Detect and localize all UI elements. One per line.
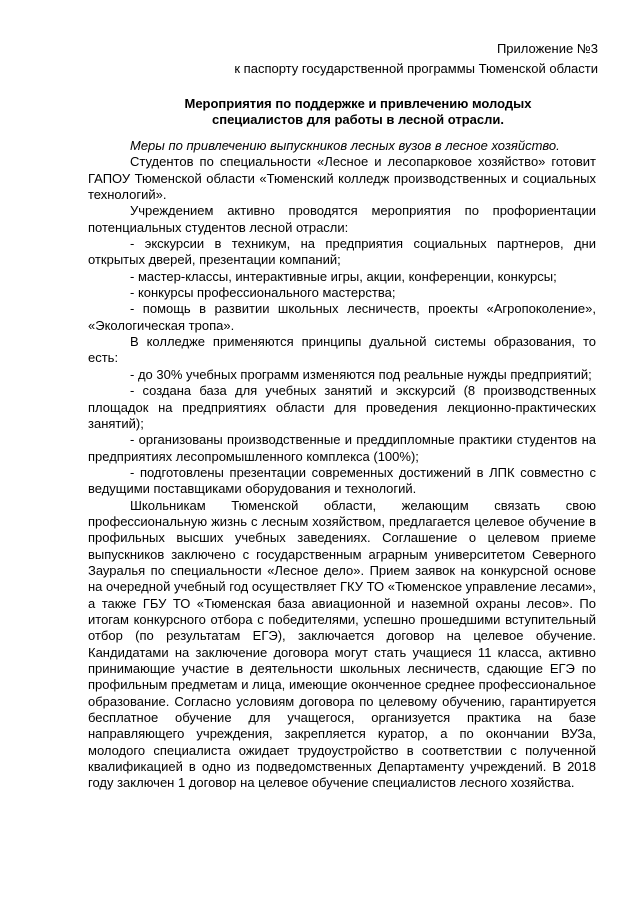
list-item: - мастер-классы, интерактивные игры, акции, конференции, конкурсы; bbox=[130, 268, 557, 284]
paragraph-dual-system: В колледже применяются принципы дуальной системы образования, то есть: bbox=[88, 334, 596, 366]
title-line-2: специалистов для работы в лесной отрасли. bbox=[212, 112, 504, 127]
document-body bbox=[88, 138, 596, 792]
list-item: - до 30% учебных программ изменяются под реальные нужды предприятий; bbox=[130, 366, 592, 382]
list-item: - организованы производственные и преддипломные практики студентов на предприятиях лесопромышленного комплекса (100%); bbox=[88, 432, 596, 464]
paragraph-targeted-training: Школьникам Тюменской области, желающим связать свою профессиональную жизнь с лесным хозяйством, предлагается целевое обучение в профильных высших учебных заведениях. Соглашение о целевом приеме выпускников заключено с государственным аграрным университетом Северного Зауралья по специальности «Лесное дело». Прием заявок на конкурсной основе на очередной учебный год осуществляет ГКУ ТО «Тюменское управление лесами», а также ГБУ ТО «Тюменская база авиационной и наземной охраны лесов». По итогам конкурсного отбора с победителями, успешно прошедшими вступительный отбор (по результатам ЕГЭ), заключается договор на целевое обучение. Кандидатами на заключение договора могут стать учащиеся 11 класса, активно принимающие участие в деятельности школьных лесничеств, сдающие ЕГЭ по профильным предметам и лица, имеющие оконченное среднее профессиональное образование. Согласно условиям договора по целевому обучению, гарантируется бесплатное обучение для учащегося, организуется практика на базе направляющего учреждения, закрепляется куратор, а по окончании ВУЗа, молодого специалиста ожидает трудоустройство в соответствии с полученной квалификацией в одно из подведомственных Департаменту учреждений. В 2018 году заключен 1 договор на целевое обучение специалистов лесного хозяйства. bbox=[88, 497, 596, 791]
annex-subtitle: к паспорту государственной программы Тюменской области bbox=[234, 61, 598, 76]
title-line-1: Мероприятия по поддержке и привлечению молодых bbox=[184, 96, 532, 111]
document-title bbox=[120, 96, 596, 128]
list-item: - экскурсии в техникум, на предприятия социальных партнеров, дни открытых дверей, презентации компаний; bbox=[88, 236, 596, 268]
list-item: - создана база для учебных занятий и экскурсий (8 производственных площадок на предприятиях области для проведения лекционно-практических занятий); bbox=[88, 383, 596, 431]
list-item: - помощь в развитии школьных лесничеств, проекты «Агропоколение», «Экологическая тропа». bbox=[88, 301, 596, 333]
measures-heading: Меры по привлечению выпускников лесных вузов в лесное хозяйство. bbox=[130, 138, 560, 153]
paragraph-college: Студентов по специальности «Лесное и лесопарковое хозяйство» готовит ГАПОУ Тюменской области «Тюменский колледж производственных и социальных технологий». bbox=[88, 154, 596, 203]
annex-label: Приложение №3 bbox=[496, 41, 598, 56]
list-item: - конкурсы профессионального мастерства; bbox=[130, 285, 396, 301]
paragraph-career-guidance: Учреждением активно проводятся мероприятия по профориентации потенциальных студентов лесной отрасли: bbox=[88, 203, 596, 235]
list-item: - подготовлены презентации современных достижений в ЛПК совместно с ведущими поставщиками оборудования и технологий. bbox=[88, 464, 596, 497]
